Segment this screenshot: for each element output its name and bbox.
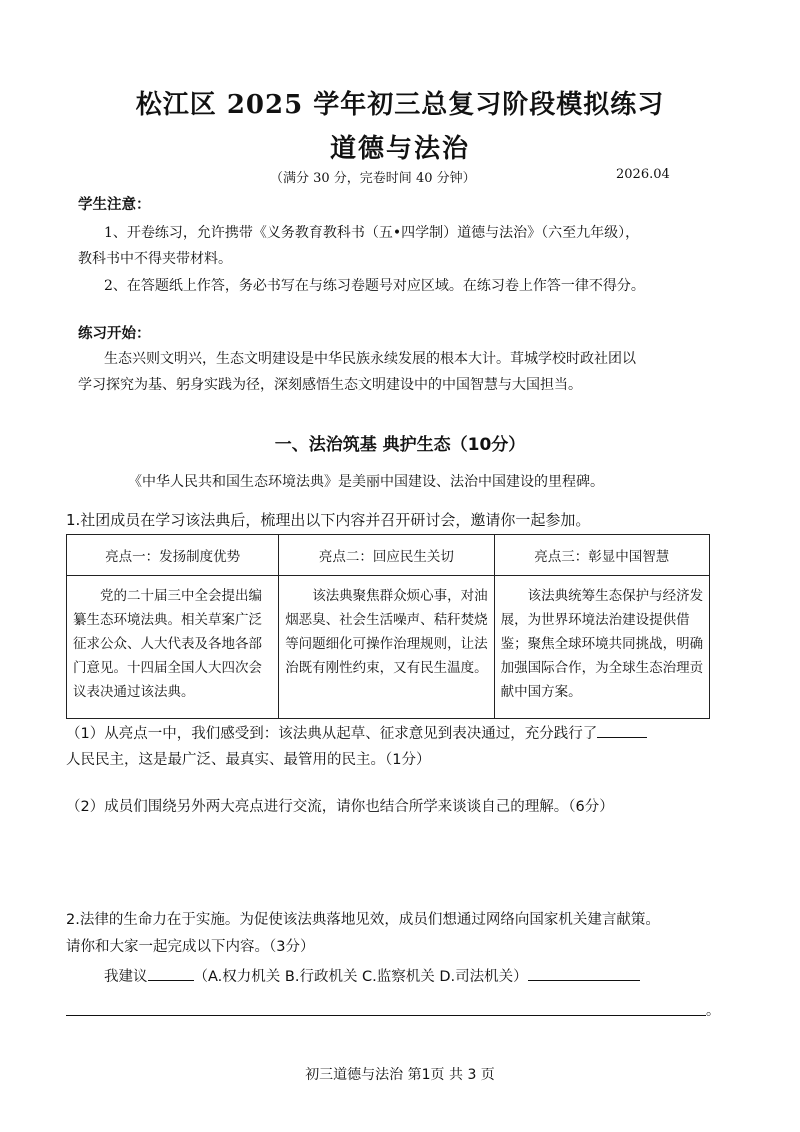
answer-line[interactable] xyxy=(66,1014,706,1016)
section-1-title: 一、法治筑基 典护生态（10分） xyxy=(274,435,526,455)
exam-info: （满分 30 分，完卷时间 40 分钟） xyxy=(270,171,476,186)
answer-blank[interactable] xyxy=(597,723,647,738)
question-1-sub-1-line-2: 人民民主，这是最广泛、最真实、最管用的民主。（1分） xyxy=(66,752,431,768)
notice-item-2: 2、在答题纸上作答，务必书写在与练习卷题号对应区域。在练习卷上作答一律不得分。 xyxy=(104,278,645,294)
notice-item-1-line-1: 1、开卷练习，允许携带《义务教育教科书（五•四学制）道德与法治》（六至九年级）， xyxy=(104,225,640,241)
question-1-sub-2: （2）成员们围绕另外两大亮点进行交流，请你也结合所学来谈谈自己的理解。（6分） xyxy=(66,799,614,815)
table-header-cell: 亮点一：发扬制度优势 xyxy=(67,535,279,576)
suggestion-line xyxy=(104,965,640,986)
question-2-line-1: 2.法律的生命力在于实施。为促使该法典落地见效，成员们想通过网络向国家机关建言献策。 xyxy=(66,912,660,928)
sub-1-text: （1）从亮点一中，我们感受到：该法典从起草、征求意见到表决通过，充分践行了 xyxy=(66,726,598,742)
intro-line-2: 学习探究为基、躬身实践为径，深刻感悟生态文明建设中的中国智慧与大国担当。 xyxy=(78,377,582,393)
question-1-stem: 1.社团成员在学习该法典后，梳理出以下内容并召开研讨会，邀请你一起参加。 xyxy=(66,511,591,529)
table-row xyxy=(67,576,710,719)
end-mark: 。 xyxy=(706,1003,720,1019)
intro-line-1: 生态兴则文明兴，生态文明建设是中华民族永续发展的根本大计。茸城学校时政社团以 xyxy=(104,351,636,367)
table-header-cell: 亮点三：彰显中国智慧 xyxy=(494,535,709,576)
notice-heading: 学生注意： xyxy=(78,196,151,213)
table-header-row xyxy=(67,535,710,576)
agency-options: （A.权力机关 B.行政机关 C.监察机关 D.司法机关） xyxy=(193,969,528,985)
answer-blank[interactable] xyxy=(528,966,640,981)
question-1-sub-1-line-1 xyxy=(66,722,647,743)
exam-title: 松江区 2025 学年初三总复习阶段模拟练习 xyxy=(135,90,665,120)
intro-heading: 练习开始： xyxy=(78,325,151,342)
table-cell: 该法典聚焦群众烦心事，对油烟恶臭、社会生活噪声、秸秆焚烧等问题细化可操作治理规则，让法治既有刚性约束，又有民生温度。 xyxy=(279,576,494,719)
table-cell: 党的二十届三中全会提出编纂生态环境法典。相关草案广泛征求公众、人大代表及各地各部门意见。十四届全国人大四次会议表决通过该法典。 xyxy=(67,576,279,719)
answer-blank[interactable] xyxy=(148,966,194,981)
highlights-table xyxy=(66,534,710,719)
notice-item-1-line-2: 教科书中不得夹带材料。 xyxy=(78,251,232,267)
table-cell: 该法典统筹生态保护与经济发展，为世界环境法治建设提供借鉴；聚焦全球环境共同挑战，明确加强国际合作，为全球生态治理贡献中国方案。 xyxy=(494,576,709,719)
section-1-lead: 《中华人民共和国生态环境法典》是美丽中国建设、法治中国建设的里程碑。 xyxy=(128,474,604,490)
page-footer: 初三道德与法治 第1页 共 3 页 xyxy=(305,1067,495,1083)
suggest-prefix: 我建议 xyxy=(104,969,148,985)
exam-date: 2026.04 xyxy=(616,167,670,182)
subject-title: 道德与法治 xyxy=(329,134,470,164)
table-header-cell: 亮点二：回应民生关切 xyxy=(279,535,494,576)
question-2-line-2: 请你和大家一起完成以下内容。（3分） xyxy=(66,939,315,955)
